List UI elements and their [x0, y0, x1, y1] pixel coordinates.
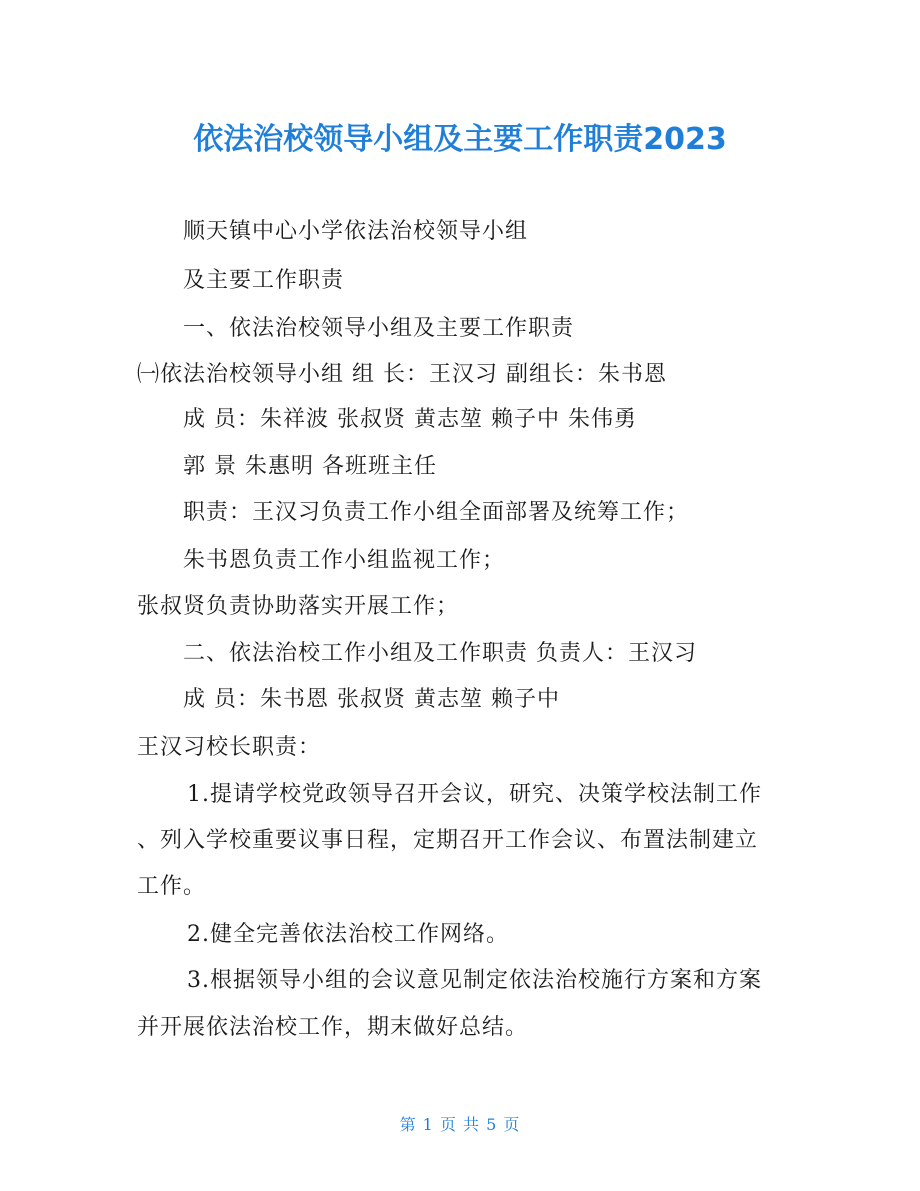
section-heading: 一、依法治校领导小组及主要工作职责: [183, 316, 575, 341]
body-line: 3.根据领导小组的会议意见制定依法治校施行方案和方案: [187, 968, 762, 993]
body-line: 王汉习校长职责：: [137, 735, 322, 760]
body-line: 、列入学校重要议事日程，定期召开工作会议、布置法制建立: [137, 828, 759, 853]
body-line: 职责：王汉习负责工作小组全面部署及统筹工作；: [183, 500, 690, 525]
body-line: 张叔贤负责协助落实开展工作；: [137, 594, 460, 619]
body-line: 顺天镇中心小学依法治校领导小组: [183, 219, 529, 244]
body-line: 郭 景 朱惠明 各班班主任: [183, 454, 437, 479]
page-indicator: 第 1 页 共 5 页: [399, 1115, 521, 1134]
body-line: 并开展依法治校工作，期末做好总结。: [137, 1015, 529, 1040]
section-heading: 二、依法治校工作小组及工作职责 负责人：王汉习: [183, 641, 697, 666]
body-line: 1.提请学校党政领导召开会议，研究、决策学校法制工作: [187, 782, 762, 807]
body-line: 及主要工作职责: [183, 268, 345, 293]
body-line: 成 员：朱书恩 张叔贤 黄志堃 赖子中: [183, 687, 560, 712]
body-line: 朱书恩负责工作小组监视工作；: [183, 548, 506, 573]
body-line: 成 员：朱祥波 张叔贤 黄志堃 赖子中 朱伟勇: [183, 407, 637, 432]
body-line: 工作。: [137, 874, 207, 899]
body-line: ㈠依法治校领导小组 组 长：王汉习 副组长：朱书恩: [137, 362, 667, 387]
body-line: 2.健全完善依法治校工作网络。: [187, 922, 509, 947]
document-title: 依法治校领导小组及主要工作职责2023: [193, 122, 727, 157]
